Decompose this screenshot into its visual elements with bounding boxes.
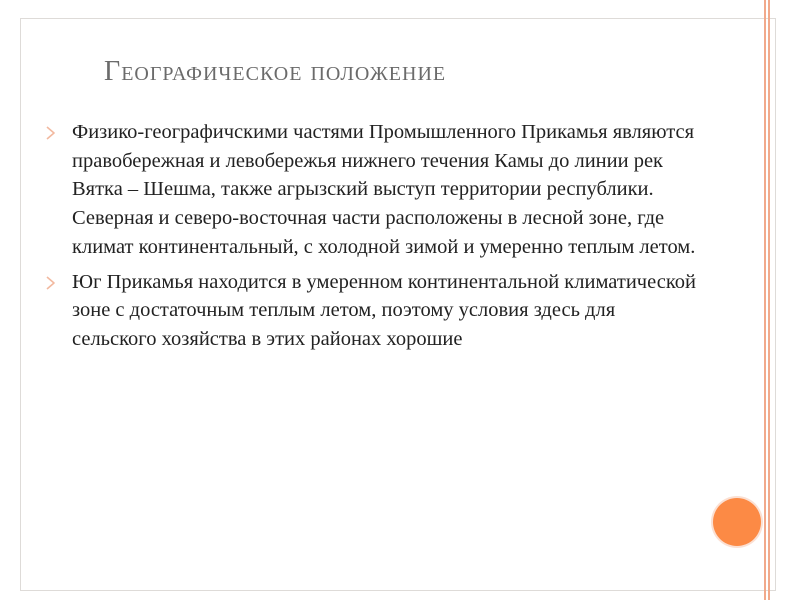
bullet-list: [44, 118, 704, 360]
accent-circle: [713, 498, 761, 546]
bullet-chevron-icon: [44, 274, 58, 292]
bullet-text: Физико-географичскими частями Промышленного Прикамья являются правобережная и левобережья нижнего течения Камы до линии рек Вятка – Шешма, также агрызский выступ территории республики. Северная и северо-восточная части расположены в лесной зоне, где климат континентальный, с холодной зимой и умеренно теплым летом.: [72, 121, 696, 258]
bullet-item: [44, 268, 704, 354]
decorative-rail-inner: [768, 0, 770, 600]
bullet-chevron-icon: [44, 124, 58, 142]
bullet-text: Юг Прикамья находится в умеренном континентальной климатической зоне с достаточным теплым летом, поэтому условия здесь для сельского хозяйства в этих районах хорошие: [72, 270, 696, 350]
slide-title: Географическое положение: [104, 56, 447, 87]
bullet-item: [44, 118, 704, 262]
decorative-rail-outer: [764, 0, 766, 600]
